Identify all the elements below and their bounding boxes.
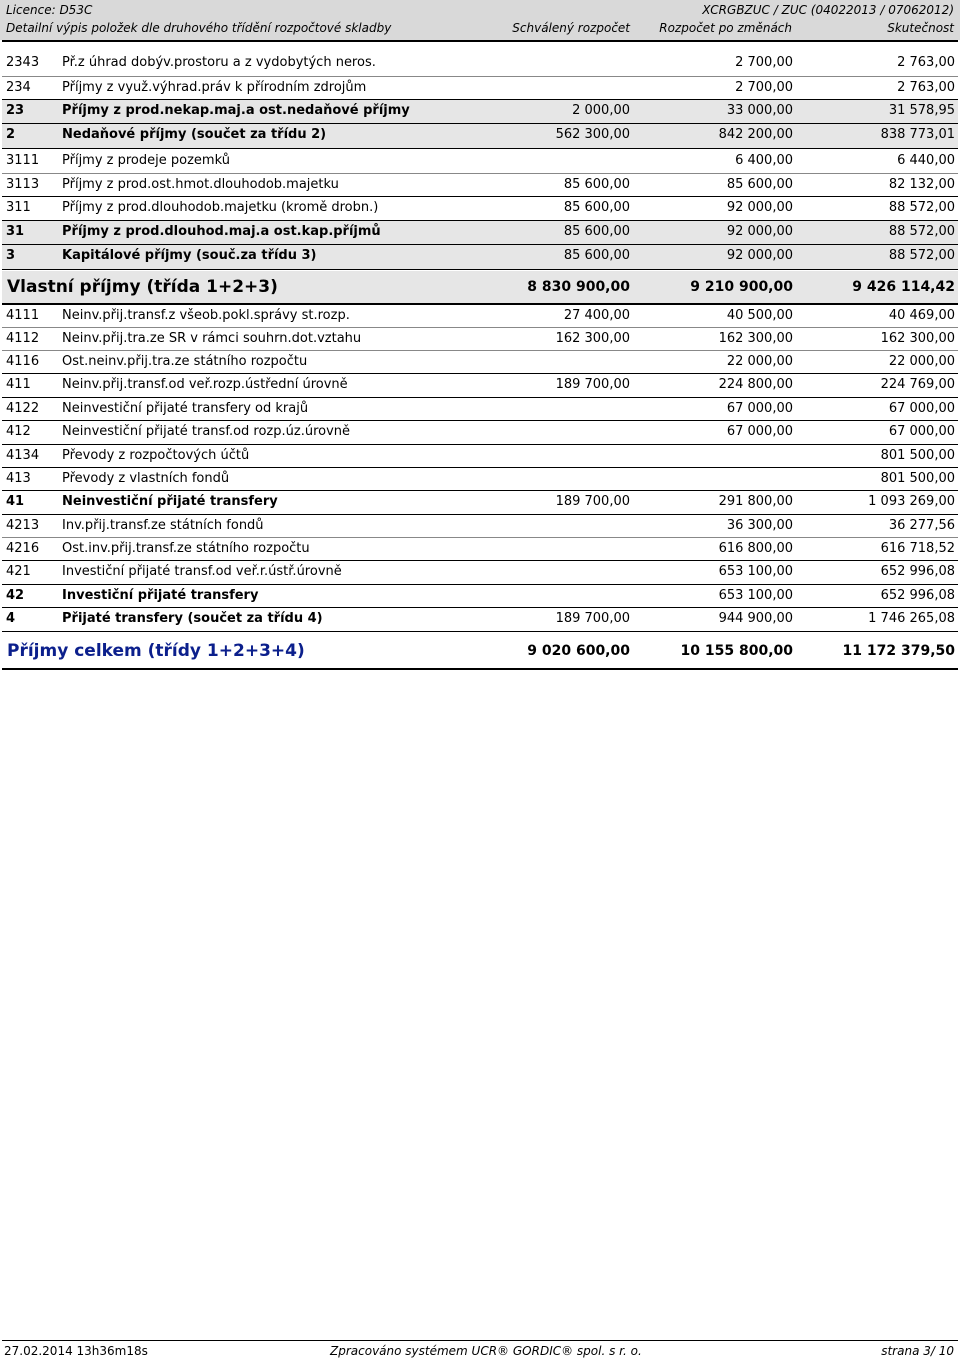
- row-code: 412: [6, 424, 31, 439]
- table-row: [2, 52, 958, 74]
- row-approved: 8 830 900,00: [527, 279, 630, 295]
- column-header-after-changes: Rozpočet po změnách: [659, 21, 792, 35]
- row-name: Příjmy celkem (třídy 1+2+3+4): [7, 641, 305, 661]
- row-actual: 82 132,00: [888, 177, 955, 192]
- row-actual: 22 000,00: [888, 354, 955, 369]
- row-name: Příjmy z prod.dlouhod.maj.a ost.kap.příjmů: [62, 224, 381, 239]
- row-approved: 27 400,00: [563, 308, 630, 323]
- row-after-changes: 2 700,00: [735, 80, 793, 95]
- table-row: [2, 351, 958, 373]
- row-name: Nedaňové příjmy (součet za třídu 2): [62, 127, 327, 142]
- row-after-changes: 36 300,00: [726, 518, 793, 533]
- row-after-changes: 653 100,00: [718, 588, 793, 603]
- table-row: [2, 328, 958, 350]
- table-row: [2, 561, 958, 584]
- row-name: Příjmy z prod.dlouhodob.majetku (kromě drobn.): [62, 200, 379, 215]
- row-after-changes: 10 155 800,00: [680, 643, 793, 659]
- row-approved: 85 600,00: [563, 177, 630, 192]
- row-divider: [2, 668, 958, 670]
- row-actual: 2 763,00: [897, 80, 955, 95]
- row-after-changes: 33 000,00: [726, 103, 793, 118]
- row-divider: [2, 631, 958, 632]
- row-name: Příjmy z využ.výhrad.práv k přírodním zdrojům: [62, 80, 367, 95]
- row-name: Příjmy z prod.ost.hmot.dlouhodob.majetku: [62, 177, 339, 192]
- row-actual: 11 172 379,50: [842, 643, 955, 659]
- row-after-changes: 2 700,00: [735, 55, 793, 70]
- footer-page-number: strana 3/ 10: [881, 1344, 954, 1358]
- row-actual: 67 000,00: [888, 424, 955, 439]
- row-after-changes: 67 000,00: [726, 401, 793, 416]
- row-code: 413: [6, 471, 31, 486]
- row-approved: 189 700,00: [555, 377, 630, 392]
- row-after-changes: 92 000,00: [726, 248, 793, 263]
- row-name: Investiční přijaté transfery: [62, 588, 259, 603]
- row-code: 4116: [6, 354, 40, 369]
- row-actual: 801 500,00: [880, 471, 955, 486]
- row-code: 4216: [6, 541, 40, 556]
- row-code: 31: [6, 224, 25, 239]
- footer-timestamp: 27.02.2014 13h36m18s: [4, 1344, 148, 1358]
- row-after-changes: 92 000,00: [726, 200, 793, 215]
- row-approved: 85 600,00: [563, 248, 630, 263]
- row-code: 234: [6, 80, 31, 95]
- row-approved: 162 300,00: [555, 331, 630, 346]
- row-code: 4213: [6, 518, 40, 533]
- row-name: Převody z vlastních fondů: [62, 471, 230, 486]
- row-name: Přijaté transfery (součet za třídu 4): [62, 611, 323, 626]
- grand-total-row: [2, 634, 958, 668]
- row-name: Neinvestiční přijaté transfery od krajů: [62, 401, 309, 416]
- row-actual: 801 500,00: [880, 448, 955, 463]
- row-after-changes: 842 200,00: [718, 127, 793, 142]
- table-row: [2, 491, 958, 514]
- table-row: [2, 77, 958, 99]
- table-row: [2, 374, 958, 397]
- report-id: XCRGBZUC / ZUC (04022013 / 07062012): [702, 3, 954, 17]
- table-row: [2, 100, 958, 123]
- subtotal-row-own-revenue: [2, 271, 958, 303]
- row-code: 2: [6, 127, 16, 142]
- row-actual: 88 572,00: [888, 200, 955, 215]
- table-row: [2, 124, 958, 148]
- row-divider: [2, 269, 958, 270]
- row-actual: 838 773,01: [880, 127, 955, 142]
- table-row: [2, 174, 958, 196]
- row-code: 4112: [6, 331, 40, 346]
- row-name: Investiční přijaté transf.od veř.r.ústř.úrovně: [62, 564, 342, 579]
- licence-label: Licence: D53C: [6, 3, 93, 17]
- row-name: Příjmy z prod.nekap.maj.a ost.nedaňové příjmy: [62, 103, 410, 118]
- row-after-changes: 6 400,00: [735, 153, 793, 168]
- row-name: Ost.inv.přij.transf.ze státního rozpočtu: [62, 541, 310, 556]
- row-name: Příjmy z prodeje pozemků: [62, 153, 230, 168]
- row-after-changes: 224 800,00: [718, 377, 793, 392]
- row-actual: 652 996,08: [880, 564, 955, 579]
- row-name: Vlastní příjmy (třída 1+2+3): [7, 277, 278, 297]
- table-row: [2, 585, 958, 607]
- row-code: 4134: [6, 448, 40, 463]
- row-after-changes: 22 000,00: [726, 354, 793, 369]
- row-name: Neinvestiční přijaté transfery: [62, 494, 278, 509]
- row-name: Kapitálové příjmy (souč.za třídu 3): [62, 248, 317, 263]
- row-name: Převody z rozpočtových účtů: [62, 448, 250, 463]
- row-code: 42: [6, 588, 25, 603]
- row-actual: 652 996,08: [880, 588, 955, 603]
- row-code: 3113: [6, 177, 40, 192]
- row-after-changes: 616 800,00: [718, 541, 793, 556]
- row-actual: 9 426 114,42: [852, 279, 955, 295]
- footer-divider: [2, 1340, 958, 1341]
- row-actual: 6 440,00: [897, 153, 955, 168]
- row-after-changes: 9 210 900,00: [690, 279, 793, 295]
- row-after-changes: 85 600,00: [726, 177, 793, 192]
- row-actual: 162 300,00: [880, 331, 955, 346]
- row-approved: 9 020 600,00: [527, 643, 630, 659]
- table-row: [2, 445, 958, 467]
- row-after-changes: 291 800,00: [718, 494, 793, 509]
- row-name: Neinv.přij.transf.z všeob.pokl.správy st.rozp.: [62, 308, 350, 323]
- row-actual: 224 769,00: [880, 377, 955, 392]
- row-name: Neinvestiční přijaté transf.od rozp.úz.úrovně: [62, 424, 351, 439]
- row-actual: 2 763,00: [897, 55, 955, 70]
- table-row: [2, 538, 958, 560]
- row-code: 4111: [6, 308, 40, 323]
- row-actual: 1 746 265,08: [868, 611, 955, 626]
- row-after-changes: 162 300,00: [718, 331, 793, 346]
- column-header-approved: Schválený rozpočet: [512, 21, 630, 35]
- row-actual: 31 578,95: [888, 103, 955, 118]
- row-approved: 85 600,00: [563, 200, 630, 215]
- row-code: 23: [6, 103, 25, 118]
- table-row: [2, 197, 958, 220]
- row-actual: 36 277,56: [888, 518, 955, 533]
- row-approved: 189 700,00: [555, 494, 630, 509]
- row-actual: 1 093 269,00: [868, 494, 955, 509]
- row-name: Neinv.přij.transf.od veř.rozp.ústřední úrovně: [62, 377, 348, 392]
- row-after-changes: 67 000,00: [726, 424, 793, 439]
- row-divider: [2, 148, 958, 149]
- table-row: [2, 150, 958, 172]
- header-divider: [2, 40, 958, 42]
- table-row: [2, 398, 958, 420]
- table-row: [2, 608, 958, 631]
- row-name: Ost.neinv.přij.tra.ze státního rozpočtu: [62, 354, 308, 369]
- table-row: [2, 305, 958, 327]
- footer-system: Zpracováno systémem UCR® GORDIC® spol. s r. o.: [330, 1344, 642, 1358]
- table-row: [2, 221, 958, 244]
- row-after-changes: 944 900,00: [718, 611, 793, 626]
- row-actual: 67 000,00: [888, 401, 955, 416]
- row-code: 421: [6, 564, 31, 579]
- row-name: Inv.přij.transf.ze státních fondů: [62, 518, 264, 533]
- column-header-actual: Skutečnost: [887, 21, 954, 35]
- report-header-line1: [0, 0, 960, 20]
- row-code: 311: [6, 200, 31, 215]
- row-code: 3: [6, 248, 16, 263]
- row-approved: 189 700,00: [555, 611, 630, 626]
- row-actual: 88 572,00: [888, 224, 955, 239]
- page-footer: [0, 1340, 960, 1358]
- row-actual: 88 572,00: [888, 248, 955, 263]
- row-name: Př.z úhrad dobýv.prostoru a z vydobytých neros.: [62, 55, 376, 70]
- row-approved: 562 300,00: [555, 127, 630, 142]
- report-subtitle: Detailní výpis položek dle druhového třídění rozpočtové skladby: [6, 21, 392, 35]
- row-code: 411: [6, 377, 31, 392]
- row-actual: 616 718,52: [880, 541, 955, 556]
- table-row: [2, 468, 958, 490]
- report-header-line2: [0, 18, 960, 38]
- table-row: [2, 421, 958, 444]
- row-after-changes: 653 100,00: [718, 564, 793, 579]
- row-actual: 40 469,00: [888, 308, 955, 323]
- row-code: 41: [6, 494, 25, 509]
- row-after-changes: 92 000,00: [726, 224, 793, 239]
- row-after-changes: 40 500,00: [726, 308, 793, 323]
- table-row: [2, 245, 958, 269]
- row-code: 4: [6, 611, 16, 626]
- row-name: Neinv.přij.tra.ze SR v rámci souhrn.dot.vztahu: [62, 331, 362, 346]
- row-approved: 85 600,00: [563, 224, 630, 239]
- row-code: 3111: [6, 153, 40, 168]
- row-code: 4122: [6, 401, 40, 416]
- table-row: [2, 515, 958, 537]
- row-approved: 2 000,00: [572, 103, 630, 118]
- row-code: 2343: [6, 55, 40, 70]
